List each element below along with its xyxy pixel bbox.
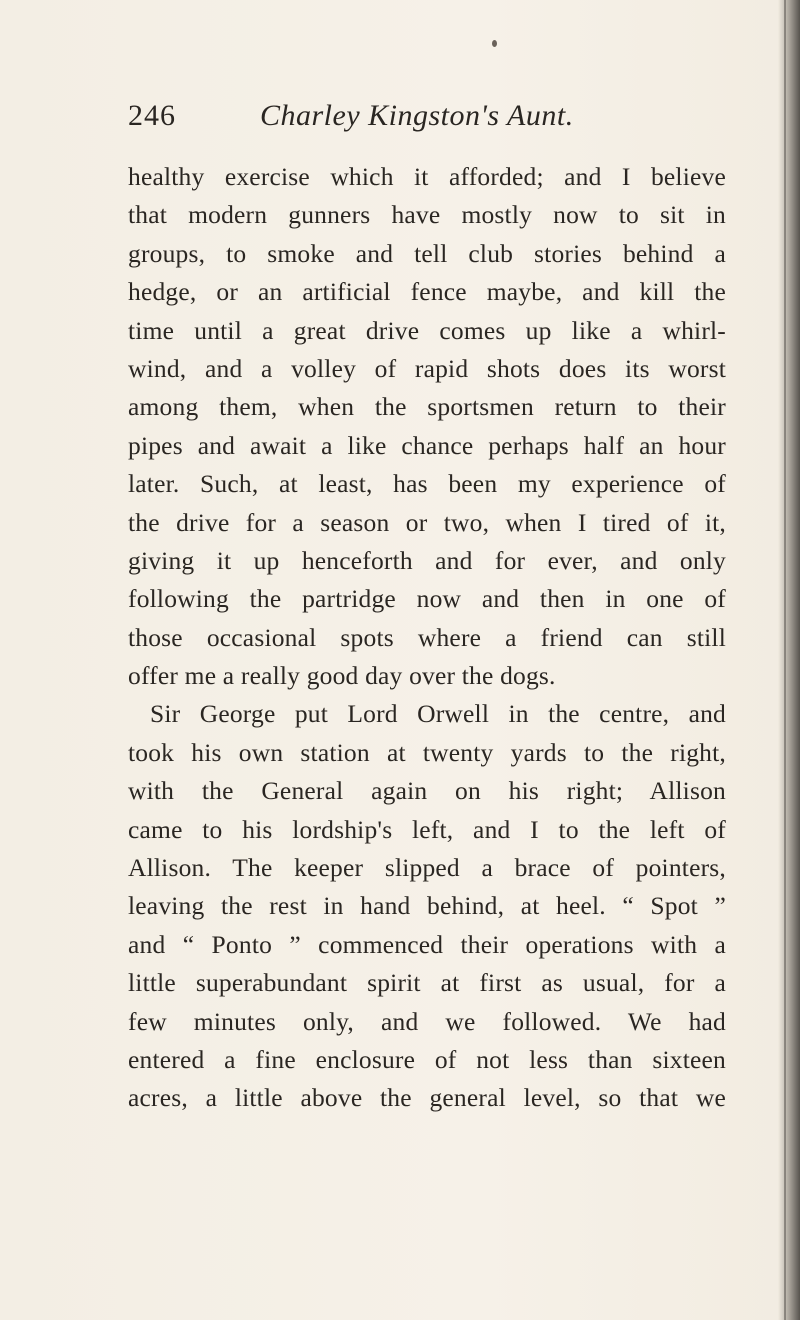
text-line: that modern gunners have mostly now to sit in bbox=[128, 200, 726, 230]
page-header bbox=[128, 96, 718, 136]
text-line: among them, when the sportsmen return to their bbox=[128, 392, 726, 422]
text-line: offer me a really good day over the dogs. bbox=[128, 661, 556, 691]
text-line: groups, to smoke and tell club stories behind a bbox=[128, 238, 726, 268]
text-line: little superabundant spirit at first as usual, for a bbox=[128, 968, 726, 998]
text-line: the drive for a season or two, when I tired of it, bbox=[128, 507, 726, 537]
text-line: few minutes only, and we followed. We had bbox=[128, 1006, 726, 1036]
text-line: leaving the rest in hand behind, at heel. “ Spot ” bbox=[128, 891, 726, 921]
text-line: and “ Ponto ” commenced their operations with a bbox=[128, 929, 726, 959]
body-text bbox=[128, 158, 726, 1118]
text-line: Sir George put Lord Orwell in the centre, and bbox=[150, 699, 726, 729]
text-line: hedge, or an artificial fence maybe, and kill the bbox=[128, 277, 726, 307]
text-line: later. Such, at least, has been my experience of bbox=[128, 469, 726, 499]
text-line: entered a fine enclosure of not less than sixteen bbox=[128, 1044, 726, 1074]
ink-speck bbox=[492, 40, 497, 47]
page-binding-edge bbox=[778, 0, 800, 1320]
text-line: took his own station at twenty yards to the right, bbox=[128, 737, 726, 767]
text-line: healthy exercise which it afforded; and I believe bbox=[128, 162, 726, 191]
text-line: pipes and await a like chance perhaps half an hour bbox=[128, 430, 726, 460]
text-line: with the General again on his right; Allison bbox=[128, 776, 726, 806]
text-line: time until a great drive comes up like a whirl- bbox=[128, 315, 726, 345]
text-line: giving it up henceforth and for ever, and only bbox=[128, 545, 726, 575]
text-line: following the partridge now and then in one of bbox=[128, 584, 726, 614]
text-line: Allison. The keeper slipped a brace of pointers, bbox=[128, 853, 726, 883]
text-line: acres, a little above the general level, so that we bbox=[128, 1083, 726, 1113]
page-binding-line bbox=[784, 0, 786, 1320]
text-line: came to his lordship's left, and I to the left of bbox=[128, 814, 726, 844]
text-line: those occasional spots where a friend can still bbox=[128, 622, 726, 652]
page-number: 246 bbox=[128, 99, 176, 132]
running-title: Charley Kingston's Aunt. bbox=[260, 99, 574, 132]
text-line: wind, and a volley of rapid shots does its worst bbox=[128, 353, 726, 383]
